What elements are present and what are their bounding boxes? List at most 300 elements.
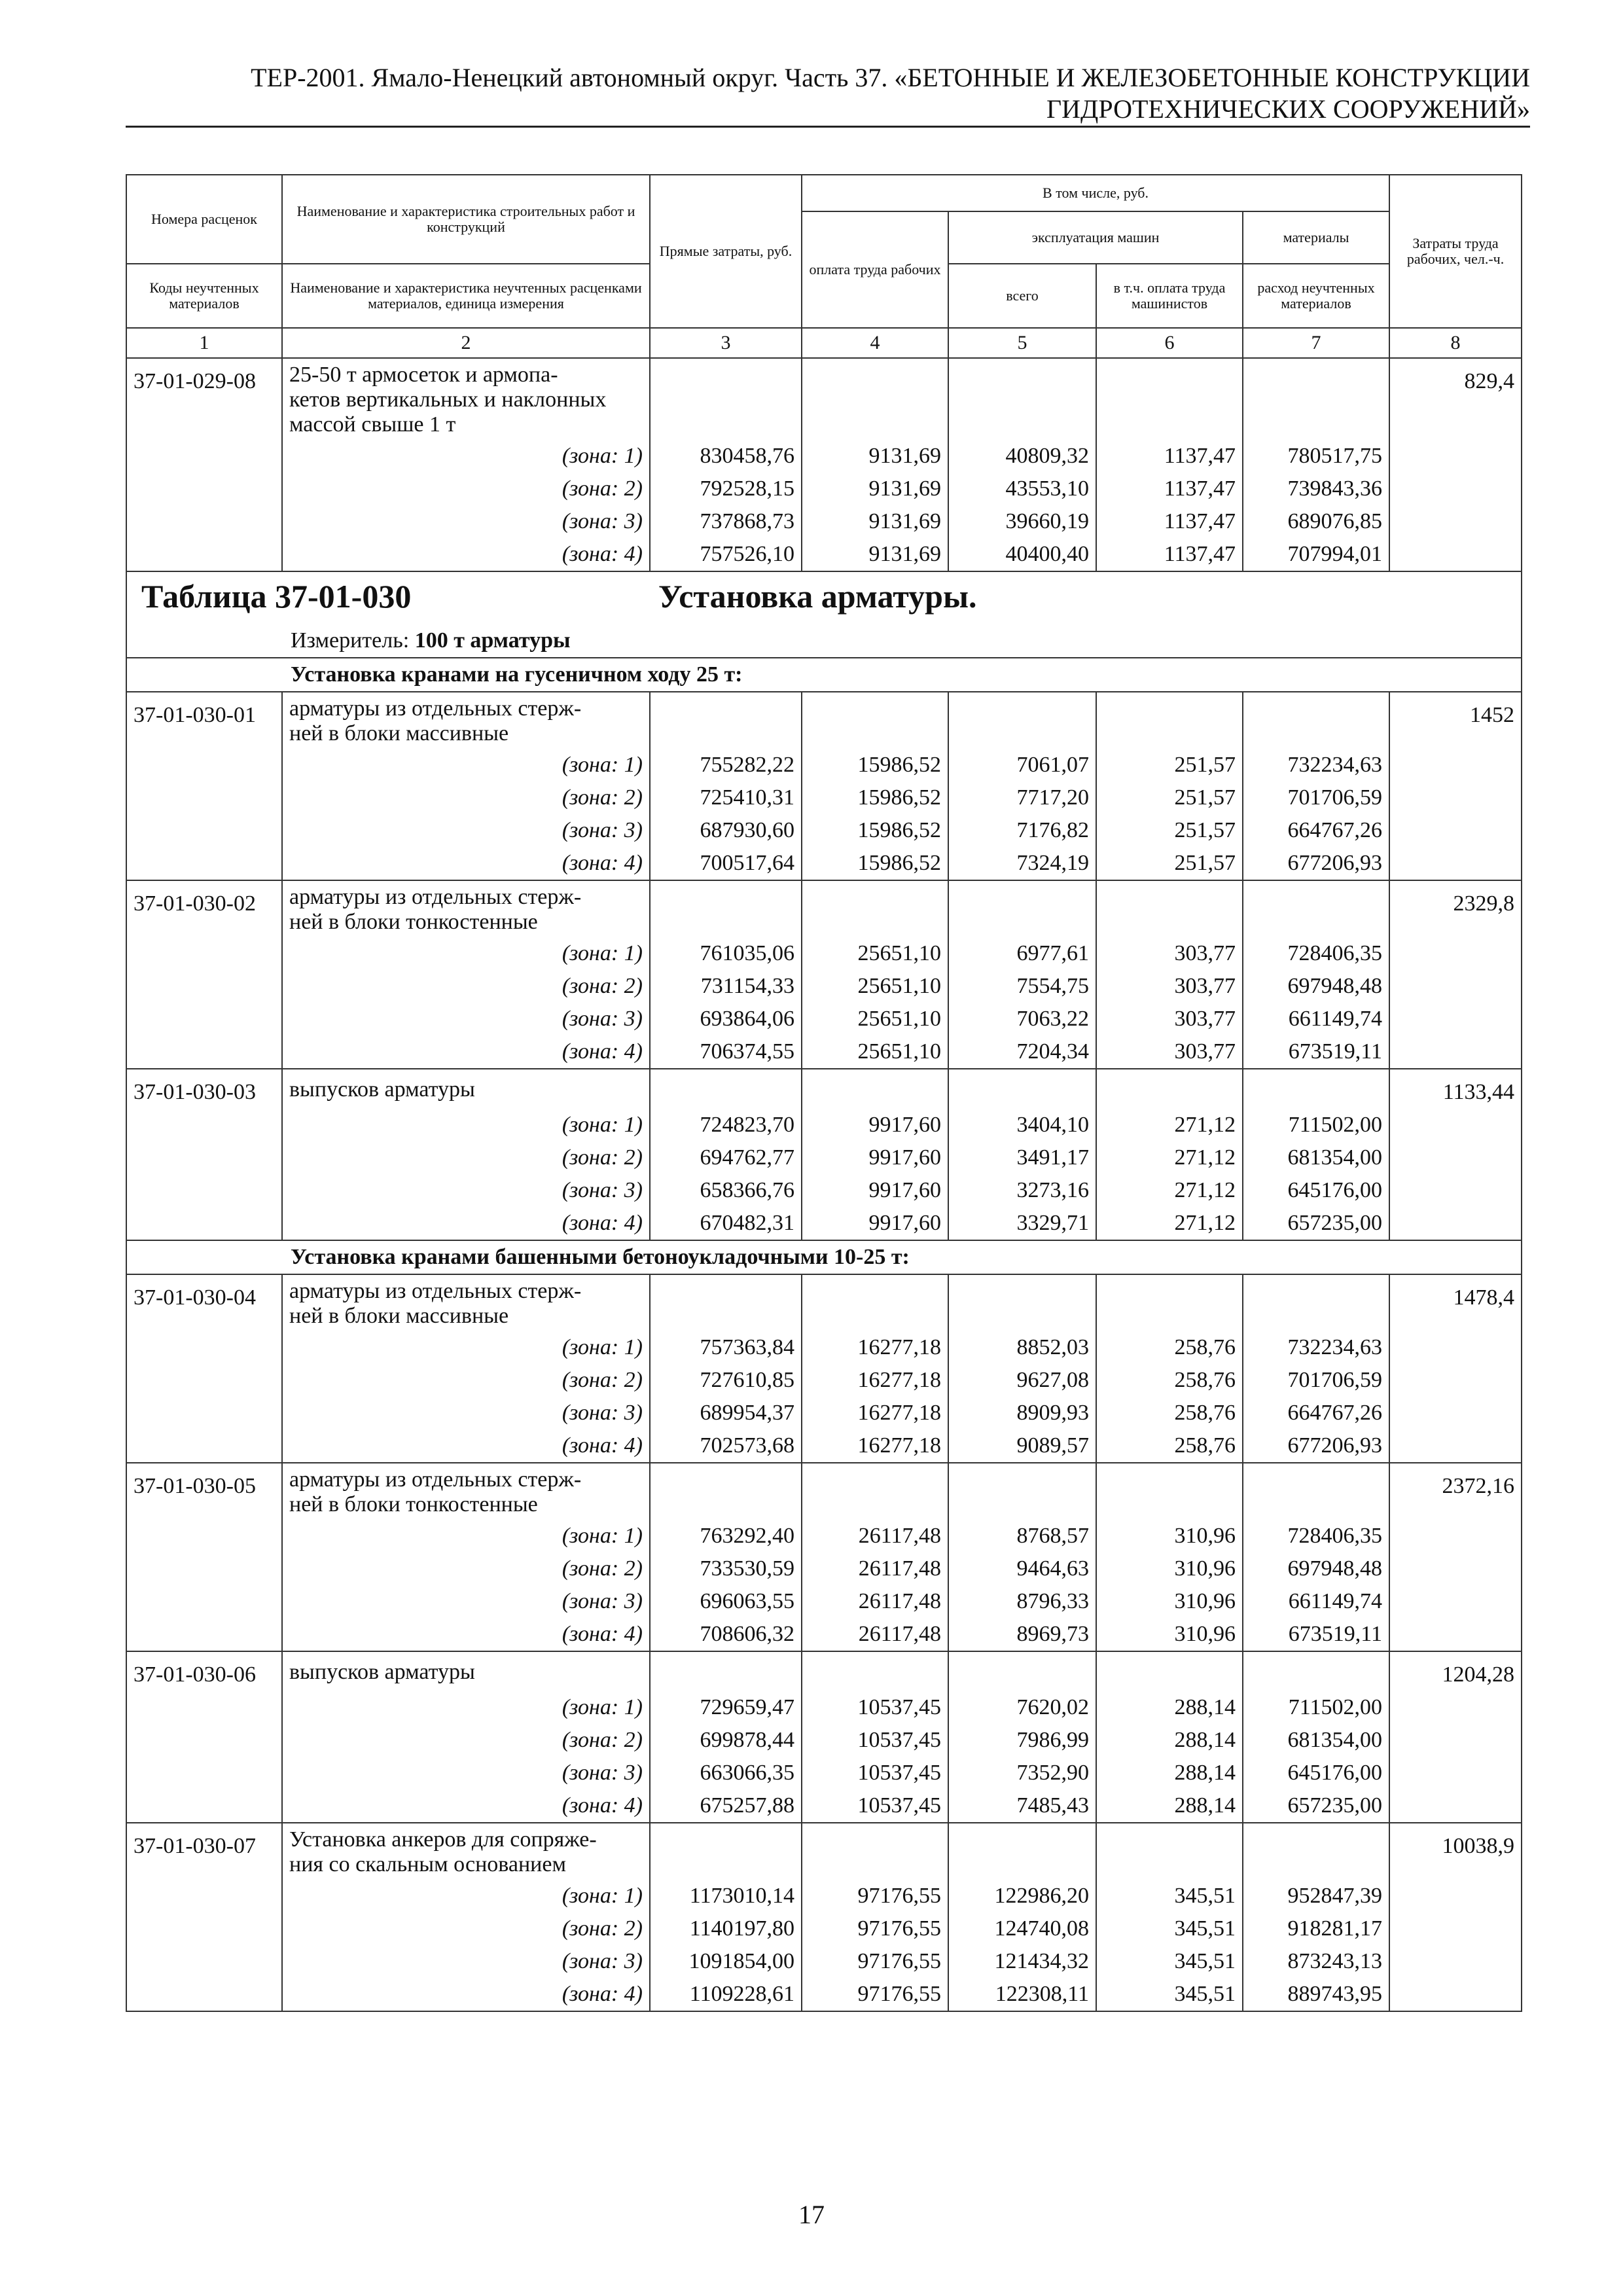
- zone-label: (зона: 1): [282, 1520, 650, 1552]
- empty-cell: [948, 1651, 1096, 1691]
- zone-label: (зона: 4): [282, 1429, 650, 1463]
- column-number: 8: [1389, 328, 1522, 358]
- rate-code: 37-01-030-05: [126, 1463, 282, 1520]
- materials-cost: 681354,00: [1243, 1724, 1389, 1757]
- wages-cost: 97176,55: [802, 1880, 948, 1912]
- zone-label: (зона: 2): [282, 473, 650, 505]
- machines-cost: 9627,08: [948, 1364, 1096, 1397]
- rate-name-line: выпусков арматуры: [289, 1077, 475, 1102]
- machines-cost: 40400,40: [948, 538, 1096, 571]
- labor-cost: 1478,4: [1389, 1274, 1522, 1331]
- zone-label: (зона: 1): [282, 1691, 650, 1724]
- empty-cell: [1389, 781, 1522, 814]
- operators-cost: 310,96: [1096, 1618, 1243, 1651]
- zone-label: (зона: 3): [282, 1945, 650, 1978]
- materials-cost: 645176,00: [1243, 1174, 1389, 1207]
- operators-cost: 303,77: [1096, 1003, 1243, 1035]
- operators-cost: 310,96: [1096, 1520, 1243, 1552]
- zone-row: [126, 1364, 1522, 1397]
- direct-cost: 724823,70: [650, 1109, 802, 1141]
- direct-cost: 1091854,00: [650, 1945, 802, 1978]
- wages-cost: 97176,55: [802, 1978, 948, 2011]
- empty-cell: [1096, 358, 1243, 440]
- zone-row: [126, 1141, 1522, 1174]
- zone-row: [126, 1109, 1522, 1141]
- zone-label: (зона: 1): [282, 749, 650, 781]
- empty-cell: [1389, 1757, 1522, 1789]
- direct-cost: 725410,31: [650, 781, 802, 814]
- empty-cell: [650, 1823, 802, 1880]
- machines-cost: 8768,57: [948, 1520, 1096, 1552]
- machines-cost: 122308,11: [948, 1978, 1096, 2011]
- rate-name-line: арматуры из отдельных стерж-: [289, 1467, 582, 1492]
- zone-row: [126, 1397, 1522, 1429]
- table-title-block: [126, 571, 1522, 692]
- empty-cell: [126, 1174, 282, 1207]
- rate-name: [282, 1823, 650, 1880]
- materials-cost: 873243,13: [1243, 1945, 1389, 1978]
- zone-label: (зона: 4): [282, 847, 650, 880]
- machines-cost: 7717,20: [948, 781, 1096, 814]
- empty-cell: [802, 880, 948, 937]
- empty-cell: [1096, 880, 1243, 937]
- empty-cell: [126, 1520, 282, 1552]
- zone-label: (зона: 3): [282, 1757, 650, 1789]
- rate-name-line: ния со скальным основанием: [289, 1852, 566, 1876]
- labor-cost: 2372,16: [1389, 1463, 1522, 1520]
- materials-cost: 952847,39: [1243, 1880, 1389, 1912]
- wages-cost: 10537,45: [802, 1757, 948, 1789]
- materials-cost: 664767,26: [1243, 814, 1389, 847]
- operators-cost: 345,51: [1096, 1978, 1243, 2011]
- machines-header: эксплуатация машин: [948, 211, 1243, 264]
- empty-cell: [126, 1585, 282, 1618]
- direct-cost: 737868,73: [650, 505, 802, 538]
- rate-name: [282, 1651, 650, 1691]
- empty-cell: [1389, 1035, 1522, 1069]
- materials-cost: 711502,00: [1243, 1691, 1389, 1724]
- operators-cost: 1137,47: [1096, 538, 1243, 571]
- wages-cost: 26117,48: [802, 1552, 948, 1585]
- machines-cost: 9464,63: [948, 1552, 1096, 1585]
- empty-cell: [1389, 1789, 1522, 1823]
- machines-cost: 8969,73: [948, 1618, 1096, 1651]
- materials-cost: 645176,00: [1243, 1757, 1389, 1789]
- empty-cell: [650, 358, 802, 440]
- materials-cost: 664767,26: [1243, 1397, 1389, 1429]
- materials-cost: 728406,35: [1243, 937, 1389, 970]
- operators-cost: 1137,47: [1096, 505, 1243, 538]
- rate-name-line: 25-50 т армосеток и армопа-: [289, 363, 558, 387]
- materials-cost: 732234,63: [1243, 749, 1389, 781]
- empty-cell: [126, 1109, 282, 1141]
- wages-cost: 9131,69: [802, 440, 948, 473]
- empty-cell: [126, 1429, 282, 1463]
- empty-cell: [1389, 1520, 1522, 1552]
- direct-cost: 830458,76: [650, 440, 802, 473]
- column-number: 2: [282, 328, 650, 358]
- zone-label: (зона: 2): [282, 1364, 650, 1397]
- zone-row: [126, 473, 1522, 505]
- rate-code: 37-01-029-08: [126, 358, 282, 440]
- materials-cost: 732234,63: [1243, 1331, 1389, 1364]
- column-number: 4: [802, 328, 948, 358]
- empty-cell: [1243, 1463, 1389, 1520]
- empty-cell: [1389, 538, 1522, 571]
- materials-cost: 689076,85: [1243, 505, 1389, 538]
- column-numbers-row: [126, 328, 1522, 358]
- materials-cost: 677206,93: [1243, 1429, 1389, 1463]
- wages-cost: 25651,10: [802, 1003, 948, 1035]
- machines-cost: 7554,75: [948, 970, 1096, 1003]
- zone-row: [126, 1331, 1522, 1364]
- zone-label: (зона: 2): [282, 1552, 650, 1585]
- machines-cost: 8796,33: [948, 1585, 1096, 1618]
- operators-cost: 345,51: [1096, 1880, 1243, 1912]
- rate-name-line: арматуры из отдельных стерж-: [289, 1279, 582, 1303]
- zone-label: (зона: 4): [282, 1618, 650, 1651]
- col2-bottom-header: Наименование и характеристика неучтенных расценками материалов, единица измерения: [282, 264, 650, 328]
- empty-cell: [1389, 1585, 1522, 1618]
- machines-cost: 7352,90: [948, 1757, 1096, 1789]
- rate-name-line: кетов вертикальных и наклонных: [289, 387, 607, 412]
- zone-row: [126, 1757, 1522, 1789]
- zone-row: [126, 814, 1522, 847]
- rate-name-line: выпусков арматуры: [289, 1660, 475, 1684]
- empty-cell: [126, 1880, 282, 1912]
- empty-cell: [802, 1069, 948, 1109]
- column-number: 6: [1096, 328, 1243, 358]
- materials-cost: 661149,74: [1243, 1585, 1389, 1618]
- empty-cell: [650, 1069, 802, 1109]
- operators-cost: 288,14: [1096, 1691, 1243, 1724]
- labor-cost: 1452: [1389, 692, 1522, 749]
- machines-cost: 7485,43: [948, 1789, 1096, 1823]
- col6-header: в т.ч. оплата труда машинистов: [1096, 264, 1243, 328]
- direct-cost: 731154,33: [650, 970, 802, 1003]
- labor-cost: 829,4: [1389, 358, 1522, 440]
- rate-code: 37-01-030-04: [126, 1274, 282, 1331]
- direct-cost: 733530,59: [650, 1552, 802, 1585]
- direct-cost: 663066,35: [650, 1757, 802, 1789]
- empty-cell: [126, 1207, 282, 1240]
- zone-label: (зона: 3): [282, 1397, 650, 1429]
- empty-cell: [126, 749, 282, 781]
- empty-cell: [126, 1724, 282, 1757]
- operators-cost: 345,51: [1096, 1945, 1243, 1978]
- materials-cost: 697948,48: [1243, 1552, 1389, 1585]
- empty-cell: [126, 1912, 282, 1945]
- operators-cost: 271,12: [1096, 1207, 1243, 1240]
- direct-cost: 708606,32: [650, 1618, 802, 1651]
- rate-name: [282, 880, 650, 937]
- empty-cell: [1389, 847, 1522, 880]
- unit-label: Измеритель:: [291, 628, 410, 653]
- rate-name: [282, 1274, 650, 1331]
- direct-cost: 757363,84: [650, 1331, 802, 1364]
- rate-name: [282, 692, 650, 749]
- wages-cost: 25651,10: [802, 1035, 948, 1069]
- operators-cost: 1137,47: [1096, 473, 1243, 505]
- page-number: 17: [798, 2200, 825, 2229]
- operators-cost: 288,14: [1096, 1724, 1243, 1757]
- wages-cost: 97176,55: [802, 1912, 948, 1945]
- operators-cost: 310,96: [1096, 1585, 1243, 1618]
- rate-name: [282, 358, 650, 440]
- direct-cost: 763292,40: [650, 1520, 802, 1552]
- zone-row: [126, 1207, 1522, 1240]
- empty-cell: [126, 1789, 282, 1823]
- empty-cell: [1389, 1207, 1522, 1240]
- empty-cell: [126, 505, 282, 538]
- materials-cost: 780517,75: [1243, 440, 1389, 473]
- direct-cost: 1173010,14: [650, 1880, 802, 1912]
- empty-cell: [802, 1274, 948, 1331]
- empty-cell: [1389, 937, 1522, 970]
- empty-cell: [1389, 1691, 1522, 1724]
- direct-cost: 706374,55: [650, 1035, 802, 1069]
- machines-cost: 7204,34: [948, 1035, 1096, 1069]
- column-number: 7: [1243, 328, 1389, 358]
- zone-row: [126, 1978, 1522, 2011]
- wages-cost: 9131,69: [802, 473, 948, 505]
- materials-cost: 711502,00: [1243, 1109, 1389, 1141]
- rate-row: [126, 358, 1522, 440]
- zone-label: (зона: 1): [282, 937, 650, 970]
- materials-cost: 673519,11: [1243, 1618, 1389, 1651]
- empty-cell: [1096, 1274, 1243, 1331]
- zone-label: (зона: 3): [282, 814, 650, 847]
- zone-label: (зона: 3): [282, 505, 650, 538]
- operators-cost: 258,76: [1096, 1397, 1243, 1429]
- direct-cost: 729659,47: [650, 1691, 802, 1724]
- labor-cost: 1204,28: [1389, 1651, 1522, 1691]
- wages-cost: 9917,60: [802, 1207, 948, 1240]
- operators-cost: 303,77: [1096, 1035, 1243, 1069]
- empty-cell: [1243, 358, 1389, 440]
- empty-cell: [126, 1364, 282, 1397]
- zone-row: [126, 781, 1522, 814]
- direct-cost: 693864,06: [650, 1003, 802, 1035]
- empty-cell: [1389, 1003, 1522, 1035]
- empty-cell: [126, 1618, 282, 1651]
- wages-cost: 15986,52: [802, 781, 948, 814]
- wages-cost: 16277,18: [802, 1331, 948, 1364]
- zone-row: [126, 1174, 1522, 1207]
- operators-cost: 1137,47: [1096, 440, 1243, 473]
- machines-cost: 3491,17: [948, 1141, 1096, 1174]
- materials-cost: 657235,00: [1243, 1789, 1389, 1823]
- col4-header: оплата труда рабочих: [802, 211, 948, 328]
- zone-label: (зона: 1): [282, 1331, 650, 1364]
- operators-cost: 258,76: [1096, 1331, 1243, 1364]
- running-header-line1: ТЕР-2001. Ямало-Ненецкий автономный округ. Часть 37. «БЕТОННЫЕ И ЖЕЛЕЗОБЕТОННЫЕ КОНСТРУКЦИИ: [251, 63, 1530, 92]
- machines-cost: 121434,32: [948, 1945, 1096, 1978]
- section1-body: [126, 692, 1522, 1240]
- zone-row: [126, 847, 1522, 880]
- machines-cost: 7324,19: [948, 847, 1096, 880]
- zone-label: (зона: 2): [282, 781, 650, 814]
- section1-title: Установка кранами на гусеничном ходу 25 т:: [291, 662, 743, 687]
- materials-cost: 889743,95: [1243, 1978, 1389, 2011]
- column-number: 1: [126, 328, 282, 358]
- zone-label: (зона: 1): [282, 1109, 650, 1141]
- empty-cell: [948, 1463, 1096, 1520]
- empty-cell: [948, 692, 1096, 749]
- empty-cell: [1389, 1141, 1522, 1174]
- rate-row: [126, 1823, 1522, 1880]
- machines-cost: 3404,10: [948, 1109, 1096, 1141]
- labor-cost: 2329,8: [1389, 880, 1522, 937]
- empty-cell: [650, 1274, 802, 1331]
- empty-cell: [1389, 749, 1522, 781]
- section2-heading-block: [126, 1240, 1522, 1274]
- empty-cell: [948, 1823, 1096, 1880]
- rate-name: [282, 1069, 650, 1109]
- wages-cost: 16277,18: [802, 1397, 948, 1429]
- empty-cell: [802, 1651, 948, 1691]
- empty-cell: [126, 814, 282, 847]
- machines-cost: 122986,20: [948, 1880, 1096, 1912]
- section2-body: [126, 1274, 1522, 2011]
- operators-cost: 288,14: [1096, 1757, 1243, 1789]
- operators-cost: 271,12: [1096, 1109, 1243, 1141]
- empty-cell: [1389, 1912, 1522, 1945]
- empty-cell: [650, 692, 802, 749]
- rate-row: [126, 1274, 1522, 1331]
- rate-row: [126, 1651, 1522, 1691]
- empty-cell: [948, 358, 1096, 440]
- rate-name-line: ней в блоки массивные: [289, 1304, 509, 1328]
- empty-cell: [948, 1274, 1096, 1331]
- empty-cell: [802, 1823, 948, 1880]
- zone-row: [126, 505, 1522, 538]
- wages-cost: 10537,45: [802, 1724, 948, 1757]
- empty-cell: [1389, 1880, 1522, 1912]
- rate-row: [126, 880, 1522, 937]
- direct-cost: 658366,76: [650, 1174, 802, 1207]
- empty-cell: [126, 1141, 282, 1174]
- empty-cell: [1389, 1364, 1522, 1397]
- zone-label: (зона: 3): [282, 1003, 650, 1035]
- rate-row: [126, 692, 1522, 749]
- direct-cost: 675257,88: [650, 1789, 802, 1823]
- table-header: [126, 175, 1522, 358]
- machines-cost: 7061,07: [948, 749, 1096, 781]
- direct-cost: 696063,55: [650, 1585, 802, 1618]
- zone-label: (зона: 2): [282, 1141, 650, 1174]
- empty-cell: [126, 538, 282, 571]
- operators-cost: 251,57: [1096, 847, 1243, 880]
- direct-cost: 700517,64: [650, 847, 802, 880]
- wages-cost: 9917,60: [802, 1109, 948, 1141]
- empty-cell: [126, 1035, 282, 1069]
- col8-header: Затраты труда рабочих, чел.-ч.: [1389, 175, 1522, 328]
- machines-cost: 8909,93: [948, 1397, 1096, 1429]
- operators-cost: 271,12: [1096, 1141, 1243, 1174]
- empty-cell: [1243, 1651, 1389, 1691]
- operators-cost: 251,57: [1096, 749, 1243, 781]
- rate-name-line: Установка анкеров для сопряже-: [289, 1827, 597, 1852]
- prev-group-body: [126, 358, 1522, 571]
- empty-cell: [650, 1463, 802, 1520]
- empty-cell: [1389, 1978, 1522, 2011]
- empty-cell: [126, 1552, 282, 1585]
- zone-row: [126, 970, 1522, 1003]
- zone-row: [126, 1912, 1522, 1945]
- empty-cell: [1096, 1463, 1243, 1520]
- materials-cost: 661149,74: [1243, 1003, 1389, 1035]
- zone-label: (зона: 4): [282, 1789, 650, 1823]
- direct-cost: 761035,06: [650, 937, 802, 970]
- rate-code: 37-01-030-07: [126, 1823, 282, 1880]
- empty-cell: [948, 880, 1096, 937]
- direct-cost: 727610,85: [650, 1364, 802, 1397]
- col5-header: всего: [948, 264, 1096, 328]
- empty-cell: [126, 847, 282, 880]
- empty-cell: [126, 1397, 282, 1429]
- empty-cell: [1389, 473, 1522, 505]
- wages-cost: 10537,45: [802, 1691, 948, 1724]
- direct-cost: 694762,77: [650, 1141, 802, 1174]
- materials-cost: 681354,00: [1243, 1141, 1389, 1174]
- zone-row: [126, 1618, 1522, 1651]
- zone-row: [126, 1724, 1522, 1757]
- empty-cell: [1389, 814, 1522, 847]
- zone-label: (зона: 3): [282, 1174, 650, 1207]
- wages-cost: 16277,18: [802, 1364, 948, 1397]
- empty-cell: [126, 473, 282, 505]
- machines-cost: 8852,03: [948, 1331, 1096, 1364]
- zone-label: (зона: 2): [282, 970, 650, 1003]
- wages-cost: 26117,48: [802, 1618, 948, 1651]
- running-header-line2: ГИДРОТЕХНИЧЕСКИХ СООРУЖЕНИЙ»: [1046, 94, 1530, 124]
- col1-top-header: Номера расценок: [126, 175, 282, 264]
- empty-cell: [126, 1945, 282, 1978]
- rate-name-line: арматуры из отдельных стерж-: [289, 885, 582, 909]
- machines-cost: 7176,82: [948, 814, 1096, 847]
- materials-cost: 701706,59: [1243, 1364, 1389, 1397]
- rate-row: [126, 1069, 1522, 1109]
- zone-row: [126, 1945, 1522, 1978]
- wages-cost: 26117,48: [802, 1520, 948, 1552]
- col2-top-header: Наименование и характеристика строительных работ и конструкций: [282, 175, 650, 264]
- machines-cost: 40809,32: [948, 440, 1096, 473]
- materials-cost: 728406,35: [1243, 1520, 1389, 1552]
- empty-cell: [1389, 505, 1522, 538]
- empty-cell: [1389, 1429, 1522, 1463]
- materials-cost: 707994,01: [1243, 538, 1389, 571]
- operators-cost: 258,76: [1096, 1429, 1243, 1463]
- operators-cost: 345,51: [1096, 1912, 1243, 1945]
- empty-cell: [1243, 692, 1389, 749]
- empty-cell: [126, 937, 282, 970]
- empty-cell: [126, 970, 282, 1003]
- rate-name-line: массой свыше 1 т: [289, 412, 456, 437]
- direct-cost: 670482,31: [650, 1207, 802, 1240]
- rates-table: [126, 174, 1522, 2012]
- materials-cost: 697948,48: [1243, 970, 1389, 1003]
- rate-row: [126, 1463, 1522, 1520]
- machines-cost: 39660,19: [948, 505, 1096, 538]
- materials-cost: 673519,11: [1243, 1035, 1389, 1069]
- empty-cell: [1389, 1109, 1522, 1141]
- empty-cell: [1389, 440, 1522, 473]
- empty-cell: [1243, 1069, 1389, 1109]
- materials-header: материалы: [1243, 211, 1389, 264]
- rate-name-line: ней в блоки тонкостенные: [289, 910, 538, 934]
- wages-cost: 9131,69: [802, 505, 948, 538]
